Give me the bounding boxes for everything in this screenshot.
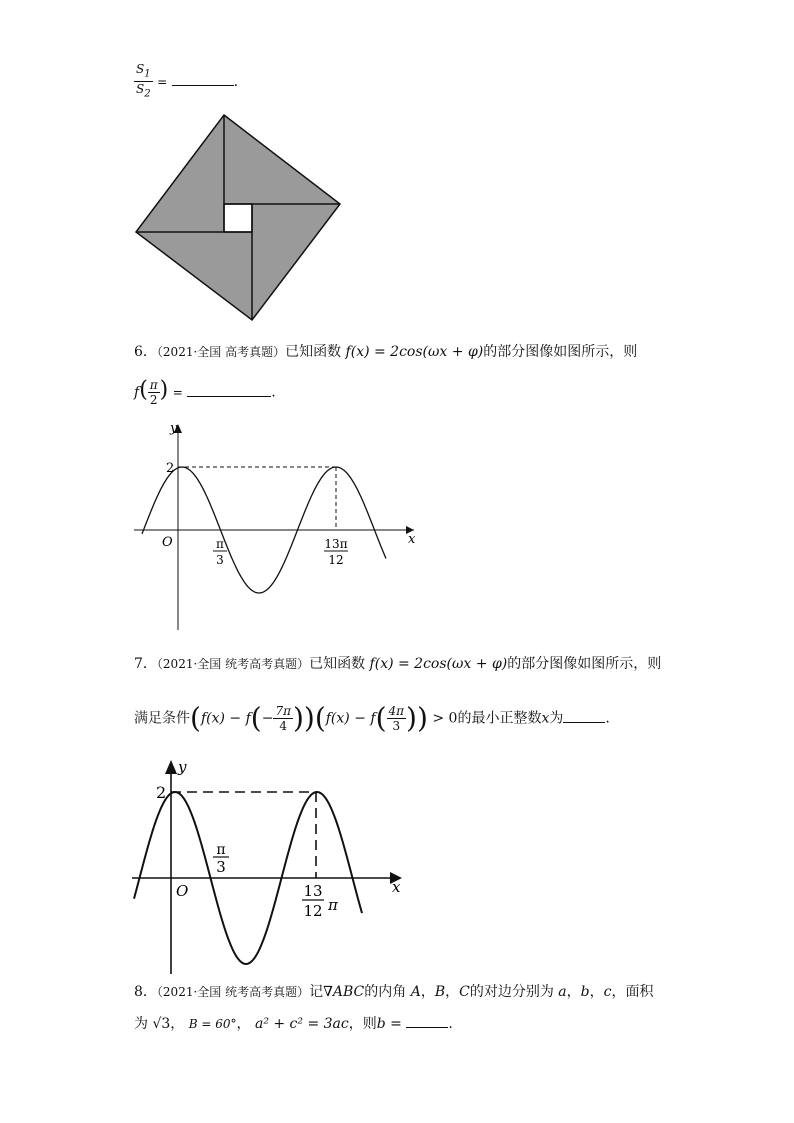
- q7-frac-b: [387, 704, 407, 733]
- q8-triangle: ∇ABC: [323, 984, 365, 1000]
- q7-cond-b: f(x) − f: [325, 710, 376, 727]
- q8-cond1: B = 60°: [188, 1017, 237, 1031]
- q6-text-after: 的部分图像如图所示，则: [483, 344, 638, 360]
- q8-cond2: a² + c² = 3ac: [254, 1016, 349, 1032]
- q6-number: 6．: [134, 344, 157, 360]
- q7-origin: O: [176, 882, 189, 900]
- q6-x-label: x: [408, 532, 416, 547]
- q7-number: 7．: [134, 656, 157, 672]
- q7-tick2-pi: π: [328, 896, 338, 914]
- q7-var-x: x: [541, 710, 550, 727]
- q7-frac-b-den: 3: [392, 719, 401, 733]
- q8-number: 8．: [134, 984, 157, 1000]
- q7-frac-a-sign: −: [261, 710, 274, 727]
- q6-cosine-graph: [130, 420, 430, 635]
- answer-blank-q6[interactable]: [187, 384, 271, 397]
- q6-ask-num: π: [149, 378, 158, 392]
- q7-frac-b-num: 4π: [388, 704, 405, 718]
- question-7-line2: 满足条件(f(x) − f(− $\frac{7\pi}{4}$ ))(f(x) − f( $\frac{4\pi}{3}$ )) > 0的最小正整数x为 .: [134, 701, 610, 735]
- q8-b-equals: b =: [376, 1016, 402, 1032]
- q7-frac-a: [273, 704, 293, 733]
- q7-line2-end: 为: [549, 710, 564, 727]
- q6-tick2-num: 13π: [324, 537, 348, 551]
- q7-line2-suffix: 的最小正整数: [457, 710, 542, 727]
- q7-tick2-num: 13: [303, 882, 323, 900]
- q7-cond-a: f(x) − f: [200, 710, 251, 727]
- q7-text-before: 已知函数: [309, 656, 366, 672]
- q7-y-arrow: [165, 760, 177, 774]
- ratio-num: S: [136, 62, 145, 76]
- q6-text-before: 已知函数: [285, 344, 342, 360]
- inner-square: [224, 204, 252, 232]
- q7-cond-tail: > 0: [432, 710, 458, 727]
- ratio-expression: $\frac{S_1}{S_2}$ = .: [136, 62, 239, 100]
- q7-source: （2021·全国 统考高考真题）: [156, 657, 310, 671]
- ratio-den-sub: 2: [144, 88, 151, 100]
- q6-function: f(x) = 2cos(ωx + φ): [345, 344, 484, 360]
- q8-angle-a: A: [410, 984, 421, 1000]
- q8-line2-b: ，则: [348, 1016, 377, 1032]
- question-6-line2: f( $\frac{\pi}{2}$ ) = .: [134, 377, 276, 407]
- q6-tick2-den: 12: [328, 553, 344, 567]
- q8-sqrt3: √3: [152, 1016, 171, 1032]
- q8-side-b: b: [580, 984, 590, 1000]
- q6-source: （2021·全国 高考真题）: [156, 345, 286, 359]
- q6-tick1-den: 3: [216, 553, 224, 567]
- q6-origin: O: [162, 535, 173, 550]
- ratio-fraction: [134, 62, 153, 102]
- q7-tick2-den: 12: [303, 902, 323, 920]
- q6-y-label: y: [170, 421, 178, 436]
- q6-ask-fraction: [148, 378, 160, 407]
- q7-max-label: 2: [156, 783, 167, 802]
- q6-ask-den: 2: [149, 393, 158, 407]
- answer-blank-q7[interactable]: [563, 710, 605, 723]
- ratio-equals: =: [157, 74, 168, 89]
- q8-line1-d: ，面积: [611, 984, 654, 1000]
- ratio-num-sub: 1: [144, 68, 151, 80]
- answer-blank-q8[interactable]: [406, 1015, 448, 1028]
- ratio-den: S: [136, 82, 145, 97]
- q8-angle-c: C: [459, 984, 470, 1000]
- q8-line1-a: 记: [309, 984, 324, 1000]
- q7-tick1-num: π: [216, 842, 226, 858]
- question-8-line1: 8．（2021·全国 统考高考真题）记∇ABC的内角 A，B，C的对边分别为 a，b，c，面积: [134, 984, 654, 1000]
- q7-y-label: y: [178, 758, 187, 776]
- q8-side-c: c: [603, 984, 612, 1000]
- q7-line2-prefix: 满足条件: [134, 710, 190, 727]
- q6-ask-equals: =: [172, 385, 183, 400]
- q7-text-after: 的部分图像如图所示，则: [507, 656, 662, 672]
- q8-angle-b: B: [434, 984, 446, 1000]
- question-6-line1: [134, 342, 637, 362]
- pinwheel-figure: [130, 110, 350, 325]
- q6-tick1-num: π: [216, 537, 224, 551]
- q8-source: （2021·全国 统考高考真题）: [156, 985, 310, 999]
- answer-blank-ratio[interactable]: [172, 73, 234, 86]
- q8-line2-a: 为: [134, 1016, 148, 1032]
- q8-side-a: a: [558, 984, 567, 1000]
- q7-frac-a-den: 4: [279, 719, 288, 733]
- question-7-line1: [134, 654, 661, 674]
- q6-ask-f: f: [134, 384, 140, 401]
- q6-max-label: 2: [166, 461, 175, 476]
- question-8-line2: 为 √3， B = 60°， a² + c² = 3ac，则b = .: [134, 1016, 453, 1032]
- q7-frac-a-num: 7π: [275, 704, 291, 718]
- q8-line1-c: 的对边分别为: [469, 984, 554, 1000]
- q7-x-label: x: [392, 878, 401, 896]
- q7-cosine-graph: [130, 756, 420, 978]
- q7-tick1-den: 3: [216, 858, 226, 876]
- q8-line1-b: 的内角: [364, 984, 407, 1000]
- q7-function: f(x) = 2cos(ωx + φ): [369, 656, 508, 672]
